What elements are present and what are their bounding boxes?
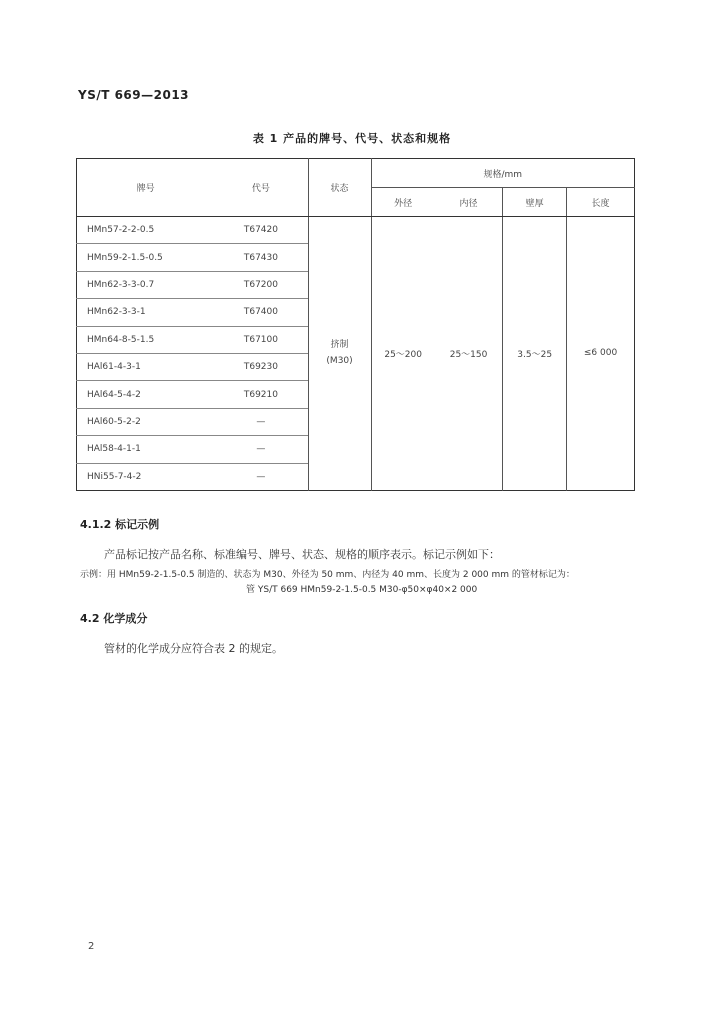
header-wall-thickness: 壁厚 bbox=[503, 188, 567, 217]
table-row bbox=[77, 217, 635, 244]
grade-cell: HMn57-2-2-0.5 bbox=[87, 225, 155, 236]
grade-cell: HNi55-7-4-2 bbox=[77, 463, 215, 490]
table-header-row bbox=[77, 159, 635, 188]
grade-cell: HMn64-8-5-1.5 bbox=[77, 326, 215, 353]
marking-example: 示例：用 HMn59-2-1.5-0.5 制造的、状态为 M30、外径为 50 mm、内径为 40 mm、长度为 2 000 mm 的管材标记为： bbox=[80, 570, 575, 580]
header-length: 长度 bbox=[567, 188, 635, 217]
code-cell: T69210 bbox=[214, 381, 308, 408]
code-cell: T67200 bbox=[214, 271, 308, 298]
code-cell: — bbox=[214, 408, 308, 435]
grade-cell: HMn62-3-3-0.7 bbox=[77, 271, 215, 298]
section-heading-4-1-2: 4.1.2 标记示例 bbox=[80, 518, 160, 531]
header-outer-diameter: 外径 bbox=[371, 188, 435, 217]
state-cell bbox=[308, 217, 371, 491]
spec-table bbox=[76, 158, 635, 491]
state-line-1: 挤制 bbox=[330, 340, 349, 351]
marking-example-code: 管 YS/T 669 HMn59-2-1.5-0.5 M30-φ50×φ40×2 000 bbox=[246, 585, 478, 595]
grade-cell: HAl61-4-3-1 bbox=[77, 353, 215, 380]
table-caption: 表 1 产品的牌号、代号、状态和规格 bbox=[252, 132, 452, 145]
state-line-2: (M30) bbox=[326, 356, 353, 367]
length-cell: ≤6 000 bbox=[567, 217, 635, 491]
inner-diameter-cell: 25～150 bbox=[449, 349, 488, 360]
standard-id: YS/T 669—2013 bbox=[78, 88, 190, 102]
grade-cell: HMn59-2-1.5-0.5 bbox=[77, 244, 215, 271]
header-spec-group: 规格/mm bbox=[371, 159, 635, 188]
code-cell: — bbox=[214, 463, 308, 490]
header-code: 代号 bbox=[214, 159, 308, 217]
header-state: 状态 bbox=[308, 159, 371, 217]
grade-cell: HAl58-4-1-1 bbox=[77, 436, 215, 463]
code-cell: T67100 bbox=[214, 326, 308, 353]
code-cell: T67420 bbox=[243, 225, 278, 236]
page-number: 2 bbox=[88, 941, 95, 952]
wall-thickness-cell: 3.5～25 bbox=[503, 217, 567, 491]
grade-cell: HAl64-5-4-2 bbox=[77, 381, 215, 408]
code-cell: T67400 bbox=[214, 299, 308, 326]
code-cell: T69230 bbox=[214, 353, 308, 380]
outer-diameter-cell: 25～200 bbox=[371, 217, 435, 491]
code-cell: T67430 bbox=[214, 244, 308, 271]
marking-paragraph: 产品标记按产品名称、标准编号、牌号、状态、规格的顺序表示。标记示例如下： bbox=[104, 548, 500, 561]
grade-cell: HMn62-3-3-1 bbox=[77, 299, 215, 326]
code-cell: — bbox=[214, 436, 308, 463]
section-heading-4-2: 4.2 化学成分 bbox=[80, 612, 148, 625]
chemical-composition-paragraph: 管材的化学成分应符合表 2 的规定。 bbox=[104, 642, 283, 655]
grade-cell: HAl60-5-2-2 bbox=[77, 408, 215, 435]
header-inner-diameter: 内径 bbox=[435, 188, 503, 217]
header-grade: 牌号 bbox=[77, 159, 215, 217]
